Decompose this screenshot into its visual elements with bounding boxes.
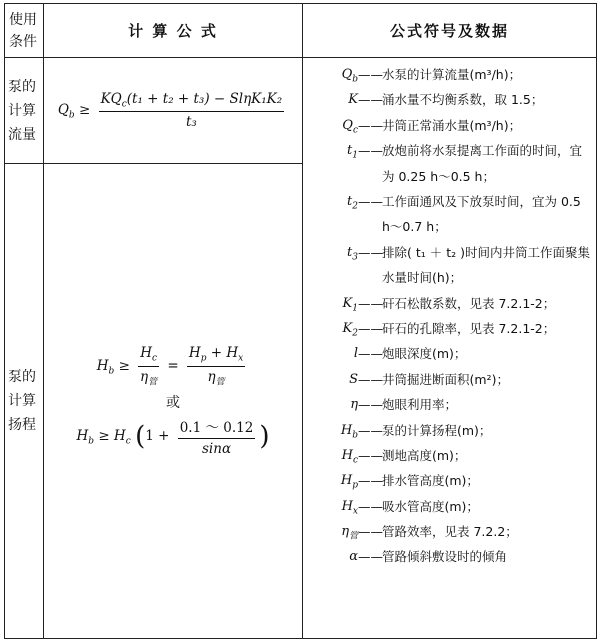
symbol-letter: K bbox=[342, 295, 353, 311]
symbol-sub: 2 bbox=[352, 201, 358, 212]
symbol-desc: 管路倾斜敷设时的倾角 bbox=[382, 549, 508, 565]
symbol-name bbox=[303, 392, 358, 417]
symbol-dash: —— bbox=[358, 143, 383, 159]
symbol-desc: 吸水管高度(m)； bbox=[382, 498, 479, 514]
symbol-desc: 放炮前将水泵提离工作面的时间，宜为 0.25 h～0.5 h； bbox=[382, 143, 583, 184]
symbol-dash: —— bbox=[358, 447, 383, 463]
symbol-letter: l bbox=[353, 346, 358, 362]
flow-fraction bbox=[99, 91, 285, 131]
flow-row bbox=[5, 58, 597, 164]
head-f2-plus: + H bbox=[210, 345, 239, 362]
symbol-sub: p bbox=[352, 480, 358, 491]
head-f1-num-sub: c bbox=[151, 354, 158, 364]
flow-num-sub: c bbox=[121, 99, 127, 110]
condition-head bbox=[5, 164, 44, 639]
head2-lhs-sub: b bbox=[88, 436, 95, 447]
flow-denominator: t₃ bbox=[185, 114, 197, 131]
symbol-row bbox=[303, 341, 596, 366]
symbol-desc: 水泵的计算流量(m³/h)； bbox=[382, 67, 522, 82]
symbol-letter: η bbox=[350, 397, 358, 413]
head-f2-plus-sub: x bbox=[238, 354, 244, 364]
head-fraction-1 bbox=[138, 345, 159, 387]
head-f2-den-sub: 管 bbox=[215, 377, 225, 388]
symbol-row bbox=[303, 240, 596, 291]
header-condition bbox=[5, 4, 44, 58]
symbol-row bbox=[303, 494, 596, 519]
symbol-desc: 井筒掘进断面积(m²)； bbox=[382, 371, 509, 387]
head-f2-num bbox=[187, 345, 245, 367]
symbol-name bbox=[303, 87, 358, 112]
head-fraction-2 bbox=[187, 345, 245, 387]
symbol-desc: 矸石的孔隙率，见表 7.2.1-2； bbox=[382, 320, 556, 336]
symbol-dash: —— bbox=[358, 473, 383, 489]
head-f1-den-sub: 管 bbox=[148, 377, 158, 388]
symbol-sub: x bbox=[352, 506, 358, 517]
symbol-row bbox=[303, 418, 596, 443]
flow-num-head: KQ bbox=[100, 90, 122, 107]
symbol-letter: η bbox=[341, 524, 349, 540]
symbol-row bbox=[303, 544, 596, 569]
flow-lhs-sub: b bbox=[68, 110, 75, 121]
head2-paren-open: ( bbox=[135, 421, 146, 452]
symbol-letter: H bbox=[340, 422, 353, 438]
head2-lhs: H bbox=[76, 427, 89, 444]
head-f2-num-head: H bbox=[188, 345, 201, 362]
symbol-sub: b bbox=[352, 74, 358, 85]
symbol-name bbox=[303, 367, 358, 392]
symbol-desc: 炮眼深度(m)； bbox=[382, 346, 467, 362]
symbol-name bbox=[303, 138, 358, 169]
symbol-sub: c bbox=[352, 125, 358, 136]
symbol-desc: 测地高度(m)； bbox=[382, 447, 467, 463]
symbol-name bbox=[303, 341, 358, 366]
symbol-desc: 工作面通风及下放泵时间，宜为 0.5 h～0.7 h； bbox=[382, 193, 581, 235]
symbol-sub: 2 bbox=[352, 328, 358, 339]
symbol-sub: c bbox=[352, 455, 358, 466]
symbol-row bbox=[303, 62, 596, 87]
symbol-desc: 排除( t₁ ＋ t₂ )时间内井筒工作面聚集水量时间(h)； bbox=[382, 244, 590, 286]
symbol-dash: —— bbox=[358, 67, 383, 82]
symbol-dash: —— bbox=[358, 193, 383, 209]
symbol-row bbox=[303, 468, 596, 493]
symbol-letter: Q bbox=[342, 117, 353, 133]
symbol-dash: —— bbox=[358, 346, 383, 362]
symbol-row bbox=[303, 367, 596, 392]
head-f1-den bbox=[140, 367, 157, 388]
symbol-dash: —— bbox=[358, 397, 383, 413]
symbol-sub: 管 bbox=[348, 531, 358, 542]
symbol-letter: K bbox=[342, 320, 353, 336]
symbol-letter: t bbox=[347, 193, 353, 209]
symbol-dash: —— bbox=[358, 244, 383, 260]
formula-table bbox=[4, 3, 597, 639]
condition-head-text: 泵的 计算 扬程 bbox=[8, 369, 36, 433]
head-eq: = bbox=[167, 358, 179, 374]
head-formula bbox=[44, 164, 303, 639]
head-lhs: H bbox=[96, 358, 109, 374]
symbol-row bbox=[303, 189, 596, 240]
header-symbols: 公式符号及数据 bbox=[303, 4, 597, 58]
condition-flow bbox=[5, 58, 44, 164]
head-f2-num-sub: p bbox=[200, 354, 207, 364]
symbol-letter: K bbox=[348, 92, 358, 108]
symbol-dash: —— bbox=[358, 371, 383, 387]
symbol-desc: 矸石松散系数，见表 7.2.1-2； bbox=[382, 295, 556, 311]
symbol-row bbox=[303, 113, 596, 138]
symbol-dash: —— bbox=[358, 422, 383, 438]
symbol-dash: —— bbox=[358, 549, 383, 565]
symbol-desc: 井筒正常涌水量(m³/h)； bbox=[382, 117, 522, 133]
symbol-letter: S bbox=[349, 371, 358, 387]
symbol-name bbox=[303, 544, 358, 569]
head2-paren-close: ) bbox=[259, 421, 270, 452]
symbol-sub: 1 bbox=[352, 303, 358, 314]
symbol-sub: b bbox=[352, 430, 358, 441]
head2-rel: ≥ H bbox=[98, 427, 126, 444]
head2-one-plus: 1 + bbox=[145, 427, 170, 444]
flow-lhs: Q bbox=[57, 102, 69, 118]
head-formula-line1 bbox=[96, 345, 250, 388]
symbol-list bbox=[303, 58, 596, 570]
symbol-dash: —— bbox=[358, 524, 383, 540]
head-f2-den bbox=[208, 367, 225, 388]
symbol-row bbox=[303, 87, 596, 112]
symbol-dash: —— bbox=[358, 295, 383, 311]
symbol-row bbox=[303, 316, 596, 341]
head-or: 或 bbox=[165, 394, 180, 411]
symbol-letter: H bbox=[341, 447, 353, 463]
condition-flow-text: 泵的 计算 流量 bbox=[8, 78, 36, 143]
symbol-dash: —— bbox=[358, 320, 383, 336]
head-formula-expr bbox=[76, 345, 269, 456]
symbol-desc: 炮眼利用率； bbox=[382, 397, 458, 413]
head2-rel-sub: c bbox=[125, 436, 131, 447]
header-row bbox=[5, 4, 597, 58]
head-f1-num-head: H bbox=[140, 345, 152, 362]
symbol-letter: Q bbox=[341, 67, 353, 82]
symbol-letter: t bbox=[347, 143, 353, 159]
symbol-desc: 排水管高度(m)； bbox=[382, 473, 479, 489]
symbol-row bbox=[303, 392, 596, 417]
symbol-row bbox=[303, 443, 596, 468]
symbol-dash: —— bbox=[358, 498, 383, 514]
head-f1-den-head: η bbox=[140, 369, 149, 385]
symbol-row bbox=[303, 138, 596, 189]
symbol-desc: 管路效率，见表 7.2.2； bbox=[382, 524, 518, 540]
head-rel: ≥ bbox=[118, 358, 130, 374]
header-formula: 计 算 公 式 bbox=[44, 4, 303, 58]
symbols-cell bbox=[303, 58, 597, 639]
symbol-row bbox=[303, 519, 596, 544]
symbol-letter: α bbox=[349, 549, 358, 565]
symbol-desc: 泵的计算扬程(m)； bbox=[382, 422, 492, 438]
flow-numerator bbox=[99, 91, 285, 113]
head-lhs-sub: b bbox=[108, 366, 115, 377]
symbol-dash: —— bbox=[358, 92, 383, 108]
symbol-row bbox=[303, 291, 596, 316]
symbol-letter: t bbox=[347, 244, 353, 260]
symbol-letter: H bbox=[340, 473, 353, 489]
head-f2-den-head: η bbox=[207, 369, 216, 385]
head-f3-den: sinα bbox=[202, 440, 232, 457]
symbol-sub: 1 bbox=[352, 150, 358, 161]
symbol-sub: 3 bbox=[352, 252, 358, 263]
flow-rel: ≥ bbox=[78, 102, 91, 118]
head-fraction-3 bbox=[178, 416, 256, 457]
symbol-letter: H bbox=[341, 498, 353, 514]
header-condition-text: 使用 条件 bbox=[9, 11, 37, 50]
flow-formula bbox=[44, 58, 303, 164]
symbol-dash: —— bbox=[358, 117, 383, 133]
symbol-name bbox=[303, 240, 358, 271]
head-f3-num: 0.1 ～ 0.12 bbox=[178, 416, 256, 439]
symbol-desc: 涌水量不均衡系数，取 1.5； bbox=[382, 92, 544, 108]
head-f1-num bbox=[138, 345, 159, 367]
symbol-name bbox=[303, 189, 358, 220]
flow-num-rest: (t₁ + t₂ + t₃) − SlηK₁K₂ bbox=[126, 90, 283, 107]
